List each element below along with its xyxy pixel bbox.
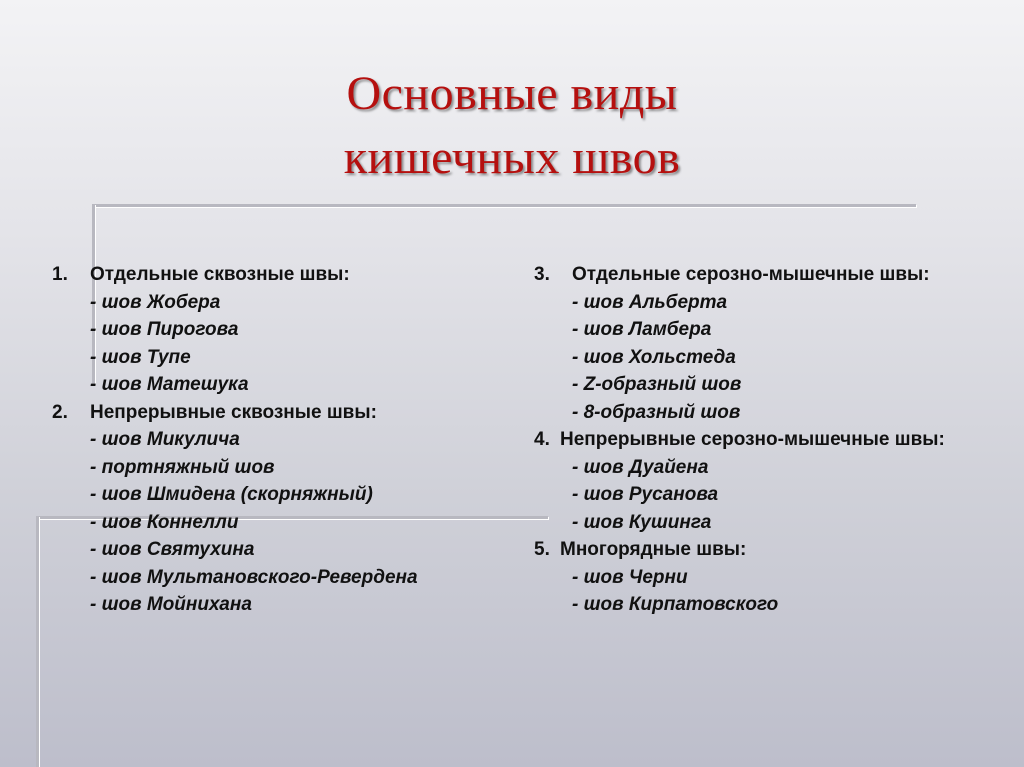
list-item: - шов Хольстеда: [572, 346, 736, 368]
list-item: - шов Мойнихана: [90, 594, 252, 615]
left-column: [52, 261, 522, 619]
list-item: - шов Пирогова: [90, 319, 239, 340]
group-heading: Отдельные сквозные швы:: [90, 264, 350, 285]
list-item: - шов Кушинга: [572, 511, 712, 533]
list-item: - шов Альберта: [572, 291, 728, 313]
list-item: - Z-образный шов: [572, 374, 742, 395]
list-item: - шов Русанова: [572, 484, 719, 505]
group-header: [534, 261, 1024, 289]
group-number: 1.: [52, 264, 68, 285]
list-item: - шов Кирпатовского: [572, 594, 779, 615]
group-number: 5.: [534, 539, 550, 560]
group-number: 3.: [534, 264, 550, 285]
list-item: - шов Ламбера: [572, 319, 712, 340]
list-item: - шов Коннелли: [90, 511, 239, 533]
list-item: - шов Дуайена: [572, 456, 709, 478]
list-item: - шов Микулича: [90, 429, 240, 450]
list-item: - шов Жобера: [90, 291, 221, 313]
group-header: [534, 536, 1024, 564]
list-item: - шов Шмидена (скорняжный): [90, 484, 373, 505]
title-line-2: кишечных швов: [343, 131, 681, 184]
title-line-1: Основные виды: [346, 67, 678, 120]
slide-title: [212, 62, 812, 190]
group-header: [534, 426, 1024, 454]
list-item: - шов Черни: [572, 566, 688, 588]
list-item: - шов Святухина: [90, 539, 255, 560]
group-heading: Непрерывные серозно-мышечные швы:: [560, 429, 945, 450]
list-item: - шов Матешука: [90, 374, 249, 395]
decorative-line-top: [92, 204, 916, 207]
list-item: - портняжный шов: [90, 456, 275, 478]
group-header: [52, 261, 522, 289]
list-item: - 8-образный шов: [572, 401, 741, 423]
group-heading: Отдельные серозно-мышечные швы:: [572, 264, 930, 285]
list-item: - шов Тупе: [90, 346, 191, 368]
group-header: [52, 399, 522, 427]
group-number: 2.: [52, 401, 68, 423]
group-heading: Непрерывные сквозные швы:: [90, 401, 377, 423]
right-column: [534, 261, 1024, 619]
group-number: 4.: [534, 429, 550, 450]
list-item: - шов Мультановского-Ревердена: [90, 566, 418, 588]
decorative-line-left-vertical: [36, 516, 39, 767]
group-heading: Многорядные швы:: [560, 539, 747, 560]
